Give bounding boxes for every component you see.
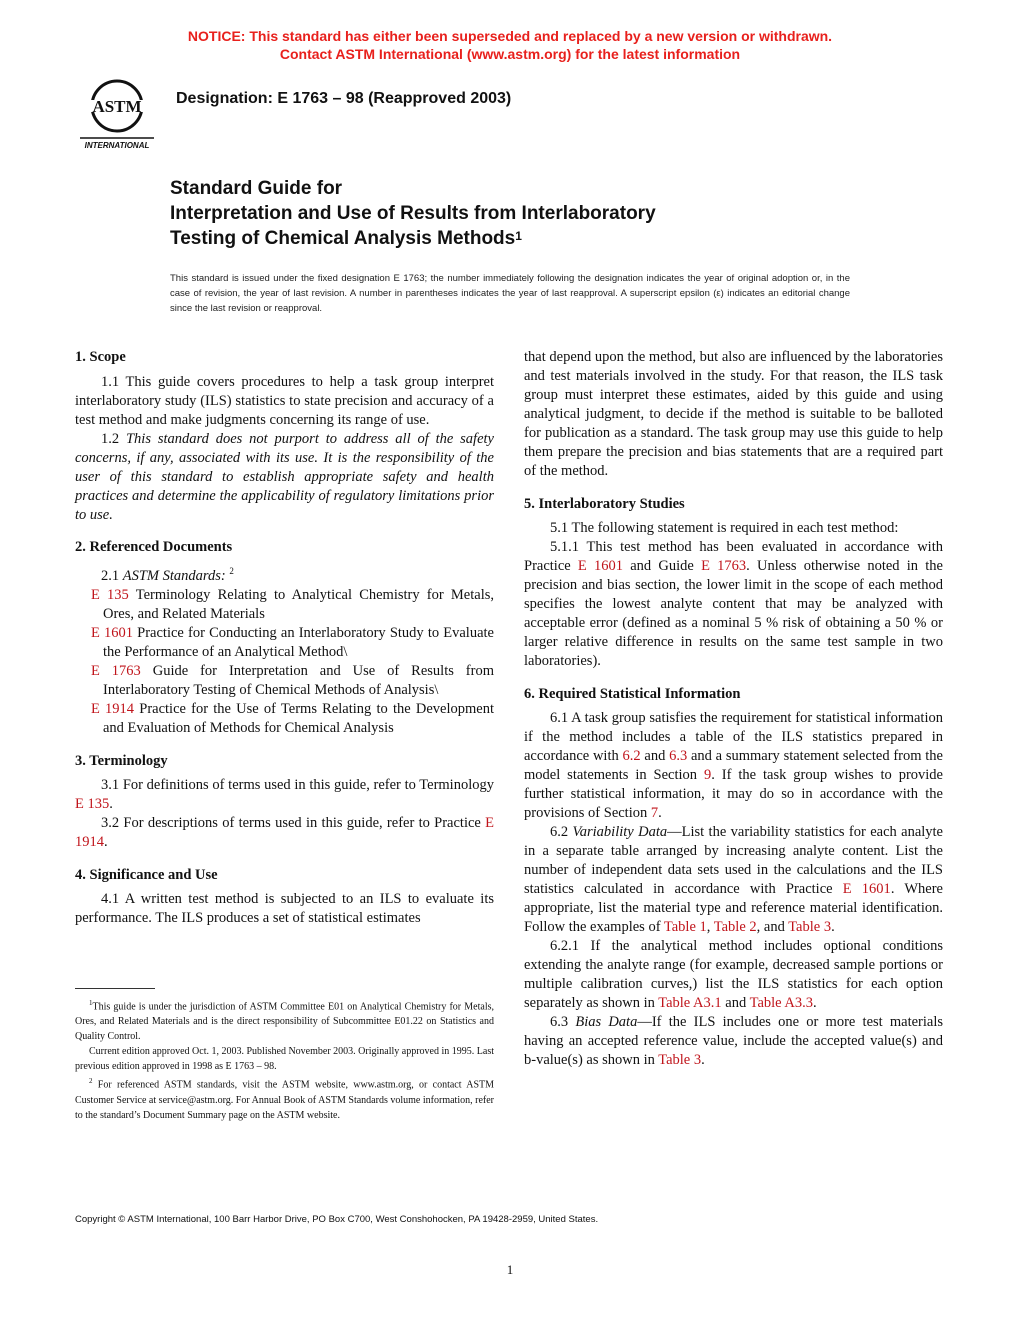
logo-subtitle: INTERNATIONAL bbox=[84, 141, 150, 150]
page-number: 1 bbox=[506, 1262, 514, 1277]
ref-e135: E 135 Terminology Relating to Analytical Chemistry for Metals, Ores, and Related Materials bbox=[91, 586, 494, 622]
link-e1601-s6[interactable]: E 1601 bbox=[842, 881, 891, 897]
designation: Designation: E 1763 – 98 (Reapproved 2003) bbox=[176, 90, 512, 107]
section-5-heading: 5. Interlaboratory Studies bbox=[524, 496, 685, 512]
link-e1601-s5[interactable]: E 1601 bbox=[577, 558, 624, 574]
para-1-2: 1.2 This standard does not purport to address all of the safety concerns, if any, associated with its use. It is the responsibility of the user of this standard to establish appropriate safety and health practices and determine the applicability of regulatory limitations prior to use. bbox=[75, 431, 494, 523]
notice-line-1: NOTICE: This standard has either been superseded and replaced by a new version or withdrawn. bbox=[187, 28, 833, 44]
para-5-1-1: 5.1.1 This test method has been evaluated in accordance with Practice E 1601 and Guide E 1763. Unless otherwise noted in the precision and bias section, the lower limit in the scope of each method specifies the lowest analyte content that may be analyzed with acceptable error (defined as a nominal 5 % risk of obtaining a 50 % or larger relative difference in results on the same test sample in two laboratories). bbox=[524, 539, 943, 669]
notice-line-2: Contact ASTM International (www.astm.org) for the latest information bbox=[279, 46, 741, 62]
footnote-rule bbox=[75, 988, 155, 989]
title-line-2: Interpretation and Use of Results from Interlaboratory bbox=[170, 203, 656, 224]
para-4-1-continued: that depend upon the method, but also are influenced by the laboratories and test materials involved in the study. For that reason, the ILS task group must interpret these estimates, aided by this guide and using analytical judgment, to decide if the method is suitable to be balloted for publication as a standard. The task group may use this guide to help them prepare the precision and bias statements that are a required part of the method. bbox=[524, 349, 943, 479]
link-e1914[interactable]: E 1914 bbox=[91, 700, 135, 717]
para-4-1: 4.1 A written test method is subjected to an ILS to evaluate its performance. The ILS produces a set of statistical estimates bbox=[75, 890, 494, 926]
footnote-1b: Current edition approved Oct. 1, 2003. Published November 2003. Originally approved in 1995. Last previous edition approved in 1998 as E 1763 – 98. bbox=[75, 1046, 494, 1073]
footnote-2: $^2$ For referenced ASTM standards, visit the ASTM website, www.astm.org, or contact ASTM Customer Service at service@astm.org. For Annual Book of ASTM Standards volume information, refer to the standard’s Document Summary page on the ASTM website. bbox=[75, 1077, 495, 1121]
link-e1914-term[interactable]: E 1914 bbox=[75, 814, 494, 850]
issued-note: This standard is issued under the fixed designation E 1763; the number immediately following the designation indicates the year of original adoption or, in the case of revision, the year of last revision. A number in parentheses indicates the year of last reapproval. A superscript epsilon (ε) indicates an editorial change since the last revision or reapproval. bbox=[170, 273, 850, 314]
copyright: Copyright © ASTM International, 100 Barr Harbor Drive, PO Box C700, West Conshohocken, PA 19428-2959, United States. bbox=[75, 1214, 599, 1225]
link-e135-term[interactable]: E 135 bbox=[75, 795, 110, 812]
link-table-3-bias[interactable]: Table 3 bbox=[658, 1052, 702, 1068]
link-section-7[interactable]: 7 bbox=[650, 805, 659, 821]
para-5-1: 5.1 The following statement is required in each test method: bbox=[550, 520, 899, 536]
link-table-1[interactable]: Table 1 bbox=[663, 919, 707, 935]
link-e135[interactable]: E 135 bbox=[91, 586, 129, 603]
link-6-3[interactable]: 6.3 bbox=[669, 748, 688, 764]
footnote-1: $^1$This guide is under the jurisdiction of ASTM Committee E01 on Analytical Chemistry for Metals, Ores, and Related Materials and is the direct responsibility of Subcommittee E01.22 on Statistics and Quality Control. bbox=[75, 999, 494, 1043]
section-2-heading: 2. Referenced Documents bbox=[75, 539, 233, 555]
link-table-3[interactable]: Table 3 bbox=[788, 919, 832, 935]
left-column bbox=[75, 348, 494, 928]
section-1-heading: 1. Scope bbox=[75, 349, 126, 365]
para-1-1: 1.1 This guide covers procedures to help a task group interpret interlaboratory study (ILS) statistics to state precision and accuracy of a test method and make judgments concerning its range of use. bbox=[75, 374, 494, 428]
para-6-2: 6.2 Variability Data—List the variability statistics for each analyte in a separate table arranged by increasing analyte content. List the number of independent data sets used in the calculations and the ILS statistics calculated in accordance with Practice E 1601. Where appropriate, list the material type and reference material identification. Follow the examples of Table 1, Table 2, and Table 3. bbox=[524, 824, 943, 935]
link-e1763-s5[interactable]: E 1763 bbox=[701, 558, 747, 574]
footnotes bbox=[75, 996, 494, 1123]
para-3-2: 3.2 For descriptions of terms used in this guide, refer to Practice E 1914. bbox=[75, 814, 494, 850]
link-6-2[interactable]: 6.2 bbox=[622, 748, 641, 764]
logo-text: ASTM bbox=[92, 97, 142, 116]
para-2-1: 2.1 ASTM Standards: $^2$ bbox=[101, 566, 234, 584]
link-section-9[interactable]: 9 bbox=[703, 767, 712, 783]
astm-logo bbox=[74, 78, 160, 150]
title-line-1: Standard Guide for bbox=[170, 178, 343, 199]
link-e1601[interactable]: E 1601 bbox=[91, 624, 134, 641]
ref-e1601: E 1601 Practice for Conducting an Interlaboratory Study to Evaluate the Performance of an Analytical Method\ bbox=[91, 624, 494, 660]
link-table-a3-1[interactable]: Table A3.1 bbox=[658, 995, 722, 1011]
title-footnote-mark: 1 bbox=[515, 229, 522, 243]
ref-e1763: E 1763 Guide for Interpretation and Use of Results from Interlaboratory Testing of Chemical Methods of Analysis\ bbox=[91, 662, 494, 698]
section-6-heading: 6. Required Statistical Information bbox=[524, 686, 741, 702]
title-line-3: Testing of Chemical Analysis Methods$^1$ bbox=[170, 228, 522, 249]
section-4-heading: 4. Significance and Use bbox=[75, 866, 218, 883]
para-6-2-1: 6.2.1 If the analytical method includes optional conditions extending the analyte range (for example, decreased sample portions or multiple calibration curves,) list the ILS statistics for each option separately as shown in Table A3.1 and Table A3.3. bbox=[524, 938, 943, 1011]
para-6-3: 6.3 Bias Data—If the ILS includes one or more test materials having an accepted reference value, include the accepted value(s) and b-value(s) as shown in Table 3. bbox=[524, 1014, 944, 1068]
ref-e1914: E 1914 Practice for the Use of Terms Relating to the Development and Evaluation of Methods for Chemical Analysis bbox=[91, 700, 494, 736]
notice-banner bbox=[0, 27, 1020, 63]
link-table-2[interactable]: Table 2 bbox=[713, 919, 757, 935]
para-6-1: 6.1 A task group satisfies the requirement for statistical information if the method includes a table of the ILS statistics prepared in accordance with 6.2 and 6.3 and a summary statement selected from the model statements in Section 9. If the task group wishes to provide further statistical information, it may do so in accordance with the provisions of Section 7. bbox=[524, 710, 943, 821]
astm-logo-icon bbox=[74, 78, 160, 150]
para-3-1: 3.1 For definitions of terms used in this guide, refer to Terminology E 135. bbox=[75, 776, 494, 812]
link-table-a3-3[interactable]: Table A3.3 bbox=[749, 995, 814, 1011]
document-title bbox=[170, 176, 656, 251]
link-e1763[interactable]: E 1763 bbox=[91, 662, 141, 679]
right-column bbox=[524, 348, 943, 1070]
section-3-heading: 3. Terminology bbox=[75, 752, 168, 769]
